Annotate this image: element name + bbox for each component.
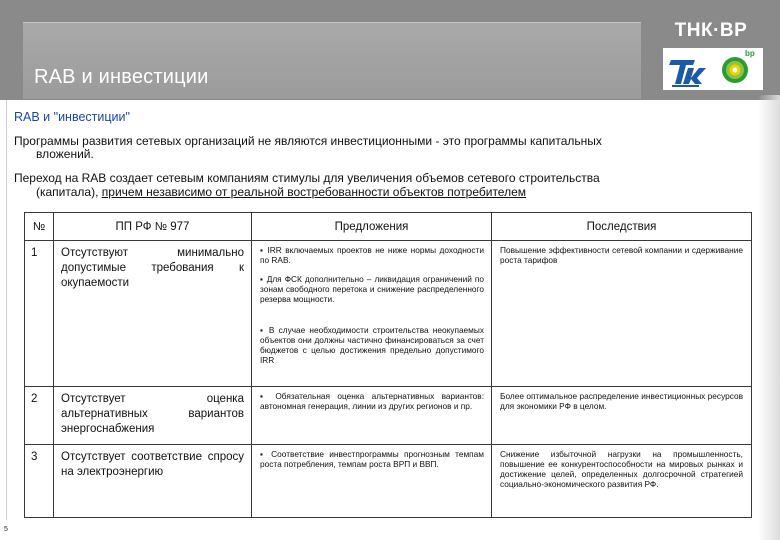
company-logo (649, 16, 767, 92)
proposal-item: ▪ IRR включаемых проектов не ниже нормы доходности по RAB. (260, 245, 484, 265)
row-proposals-cell (252, 445, 492, 518)
logo-text: ТНК·BP (674, 20, 748, 41)
left-divider (6, 100, 7, 520)
row-number: 3 (25, 445, 54, 518)
bp-label: bp (745, 49, 755, 58)
paragraph-rab-line1: Переход на RAB создает сетевым компаниям стимулы для увеличения объемов сетевого строительства (14, 171, 600, 185)
row-proposals-cell (252, 241, 492, 387)
proposal-item: ▪ Обязательная оценка альтернативных вариантов: автономная генерация, линии из других регионов и пр. (260, 391, 484, 411)
tnk-bp-logo-icon (663, 48, 763, 90)
row-consequences-cell: Повышение эффективности сетевой компании и сдерживание роста тарифов (492, 241, 752, 387)
right-shadow (758, 95, 780, 540)
paragraph-rab-transition (14, 171, 724, 199)
comparison-table (24, 212, 752, 518)
header-consequences: Последствия (492, 213, 752, 241)
table-header-row (25, 213, 752, 241)
paragraph-programs (14, 135, 714, 161)
header-proposals: Предложения (252, 213, 492, 241)
header-pp977: ПП РФ № 977 (54, 213, 252, 241)
paragraph-programs-line1: Программы развития сетевых организаций не являются инвестиционными - это программы капитальных (14, 134, 602, 148)
slide-title: RAB и инвестиции (34, 66, 209, 88)
row-consequences-cell: Более оптимальное распределение инвестиционных ресурсов для экономики РФ в целом. (492, 387, 752, 445)
paragraph-programs-line2: вложений. (36, 147, 94, 161)
row-number: 1 (25, 241, 54, 387)
row-consequences-cell: Снижение избыточной нагрузки на промышленность, повышение ее конкурентоспособности на мировых рынках и достижение целей, определенных долгосрочной стратегией социально-экономического развития РФ. (492, 445, 752, 518)
paragraph-rab-line2 (14, 185, 724, 199)
paragraph-rab-line2-underlined: причем независимо от реальной востребованности объектов потребителем (101, 185, 527, 199)
table-row (25, 445, 752, 518)
row-pp977-cell: Отсутствуют минимально допустимые требования к окупаемости (54, 241, 252, 387)
row-proposals-cell (252, 387, 492, 445)
proposal-item: ▪ Соответствие инвестпрограммы прогнозным темпам роста потребления, темпам роста ВРП и ВВП. (260, 449, 484, 469)
proposal-item: ▪ Для ФСК дополнительно – ликвидация ограничений по зонам свободного перетока и снижение распределенного резерва мощности. (260, 274, 484, 304)
section-subtitle: RAB и "инвестиции" (14, 110, 130, 124)
row-pp977-cell: Отсутствует оценка альтернативных вариантов энергоснабжения (54, 387, 252, 445)
row-pp977-cell: Отсутствует соответствие спросу на электроэнергию (54, 445, 252, 518)
page-number: 5 (4, 526, 8, 533)
paragraph-rab-line2-plain: (капитала), (36, 185, 102, 199)
row-number: 2 (25, 387, 54, 445)
table-row (25, 241, 752, 387)
table-row (25, 387, 752, 445)
proposal-item: ▪ В случае необходимости строительства неокупаемых объектов они должны частично финансироваться за счет бюджетов с целью достижения предельно допустимого IRR (260, 325, 484, 365)
header-number: № (25, 213, 54, 241)
